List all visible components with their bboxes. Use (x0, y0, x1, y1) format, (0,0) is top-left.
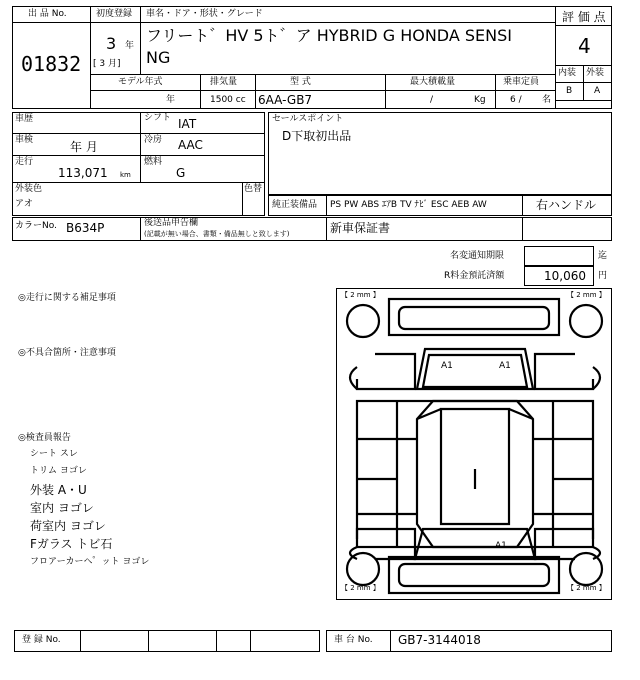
exterior-color-label: 外装色 (15, 184, 43, 194)
equipment-label: 純正装備品 (272, 200, 318, 210)
mileage: 113,071 (58, 166, 108, 180)
repaint-label: 色替 (244, 184, 263, 194)
interior-grade-label: 内装 (558, 68, 577, 78)
chassis-no: GB7-3144018 (398, 633, 481, 647)
capacity-unit: 名 (542, 95, 552, 105)
inspector-line: フロアーカーヘ゜ット ヨゴレ (30, 557, 150, 567)
exterior-grade-label: 外装 (586, 68, 605, 78)
car-name-label: 車名・ドア・形状・グレード (146, 9, 263, 19)
color-no: B634P (66, 221, 105, 235)
history-label: 車歴 (15, 114, 34, 124)
inspection-label: 車検 (15, 135, 34, 145)
lot-number: 01832 (21, 52, 82, 76)
lot-number-label: 出 品 No. (28, 9, 67, 19)
capacity-label: 乗車定員 (503, 77, 540, 87)
name-change-box (524, 246, 594, 266)
exterior-grade: A (594, 86, 601, 96)
mileage-unit: km (120, 171, 131, 179)
tire-tread-rear-right: 【 2 mm 】 (567, 584, 606, 592)
first-registration-month: [ 3 月] (93, 59, 121, 69)
exterior-color: アオ (15, 199, 33, 209)
aftermarket-note: (記載が無い場合、書類・備品無しと致します) (144, 230, 290, 238)
overall-score: 4 (578, 34, 591, 58)
type-label: 型 式 (290, 77, 311, 87)
damage-mark-right: A1 (499, 361, 511, 371)
driving-notes-title: ◎走行に関する補足事項 (18, 293, 116, 303)
recycle-fee: 10,060 (544, 269, 586, 283)
chassis-no-label: 車 台 No. (334, 635, 373, 645)
max-load-label: 最大積載量 (410, 77, 456, 87)
shift: IAT (178, 117, 197, 131)
tire-tread-rear-left: 【 2 mm 】 (341, 584, 380, 592)
model-year-label: モデル年式 (118, 77, 163, 87)
model-year-unit: 年 (166, 95, 176, 105)
inspection-expiry: 年 月 (70, 140, 98, 154)
car-name-line2: NG (146, 48, 171, 67)
tire-tread-front-right: 【 2 mm 】 (567, 291, 606, 299)
recycle-unit: 円 (598, 271, 608, 281)
recycle-label: R料金預託済額 (444, 271, 505, 281)
shift-label: シフト (144, 113, 172, 123)
inspector-line: 室内 ヨゴレ (30, 501, 94, 515)
model-code: 6AA-GB7 (258, 93, 313, 107)
name-change-unit: 迄 (598, 251, 608, 261)
sales-point-box (268, 112, 612, 195)
name-change-label: 名変通知期限 (450, 251, 505, 261)
details-left (12, 112, 265, 216)
inspector-line: トリム ヨゴレ (30, 466, 87, 476)
capacity: 6 / (510, 95, 522, 105)
defects-title: ◎不具合箇所・注意事項 (18, 348, 116, 358)
warranty: 新車保証書 (330, 221, 391, 235)
fuel-label: 燃料 (144, 157, 163, 167)
equipment: PS PW ABS ｴｱB TV ﾅﾋﾞ ESC AEB AW (330, 200, 487, 210)
max-load-unit: Kg (474, 95, 486, 105)
damage-mark-rear: A1 (495, 541, 507, 551)
registration-no-label: 登 録 No. (22, 635, 61, 645)
inspector-line: 荷室内 ヨゴレ (30, 519, 106, 533)
displacement-label: 排気量 (210, 77, 238, 87)
damage-diagram (336, 288, 612, 600)
first-registration-year: 3 (106, 34, 117, 53)
ac-label: 冷房 (144, 135, 163, 145)
car-outline-diagram (337, 289, 613, 601)
fuel: G (176, 166, 186, 180)
color-no-label: カラーNo. (15, 221, 57, 231)
car-name-line1: フリート゛HV 5ト゛ア HYBRID G HONDA SENSI (146, 26, 512, 45)
mileage-label: 走行 (15, 157, 34, 167)
first-registration-label: 初度登録 (96, 9, 133, 19)
damage-mark-left: A1 (441, 361, 453, 371)
year-unit: 年 (125, 41, 135, 51)
max-load: / (430, 95, 434, 105)
steering-side: 右ハンドル (536, 198, 597, 212)
air-conditioning: AAC (178, 138, 203, 152)
sales-point-label: セールスポイント (272, 114, 344, 124)
inspector-line: シート スレ (30, 449, 78, 459)
score-label: 評 価 点 (562, 10, 606, 24)
tire-tread-front-left: 【 2 mm 】 (341, 291, 380, 299)
inspector-line: 外装 A・U (30, 483, 87, 497)
sales-point: D下取初出品 (282, 129, 352, 143)
inspector-line: Fガラス トビ石 (30, 537, 113, 551)
aftermarket-label: 後送品申告欄 (144, 218, 199, 228)
displacement: 1500 cc (210, 95, 246, 105)
interior-grade: B (566, 86, 573, 96)
inspector-report-title: ◎検査員報告 (18, 433, 71, 443)
